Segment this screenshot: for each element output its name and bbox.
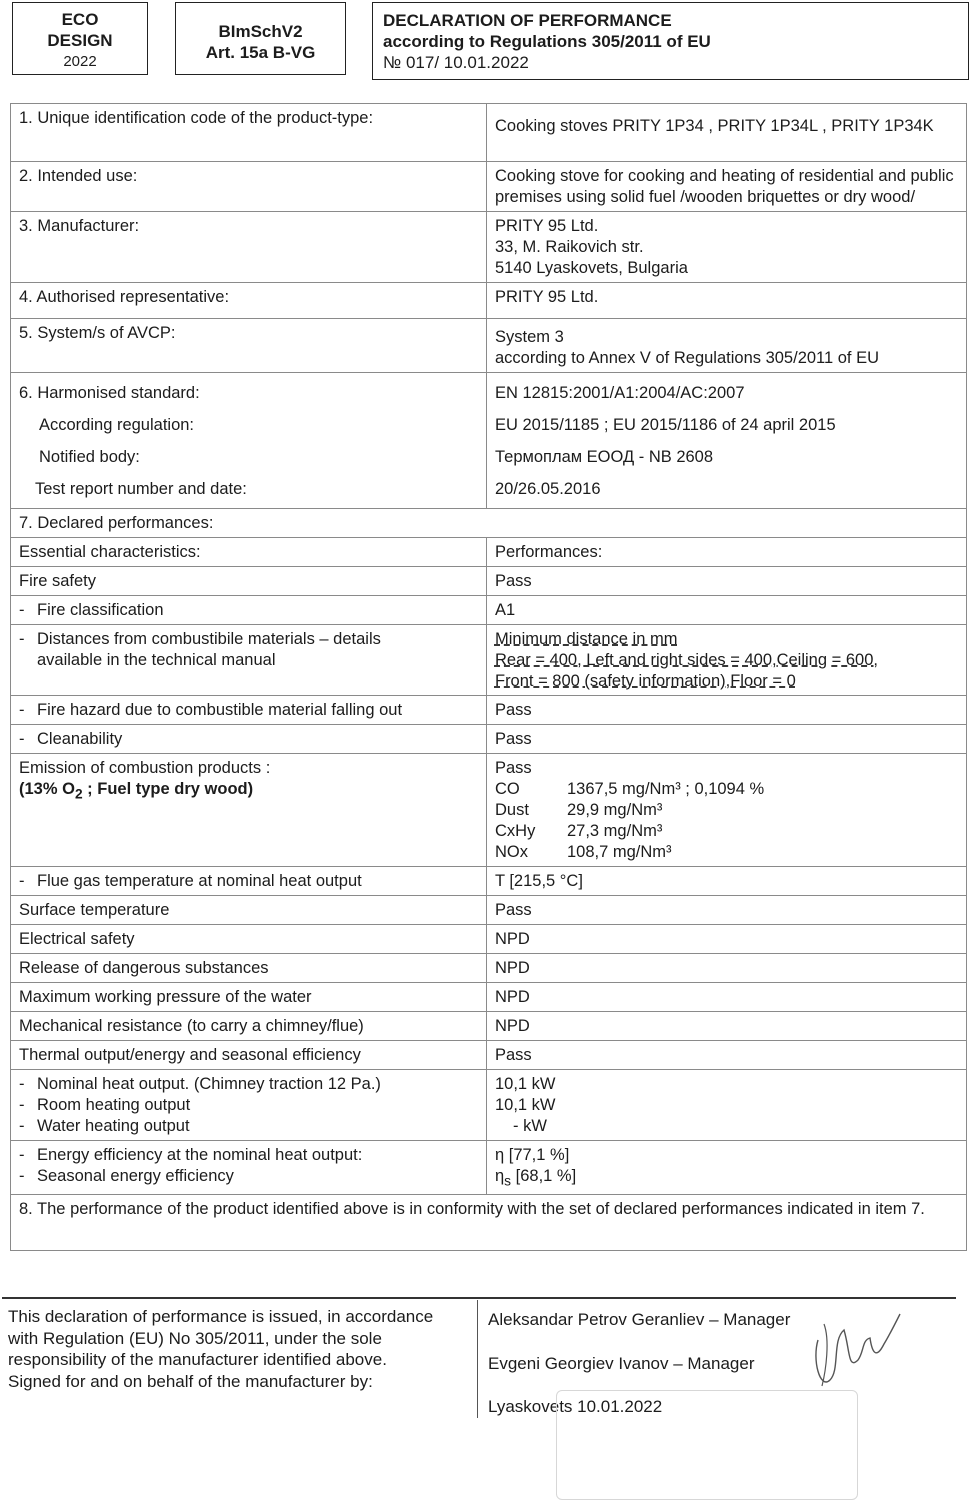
eco-line1: ECO: [61, 10, 99, 29]
test-report-value: 20/26.05.2016: [494, 480, 601, 498]
eco-design-box: [12, 2, 148, 75]
flue-gas-value: T [215,5 °C]: [486, 867, 966, 896]
item-2-value: Cooking stove for cooking and heating of residential and public premises using solid fuel /wooden briquettes or dry wood/: [486, 162, 966, 212]
item-4-value: PRITY 95 Ltd.: [486, 283, 966, 319]
flue-gas-label: - Flue gas temperature at nominal heat output: [19, 871, 478, 892]
table-row: [11, 754, 967, 867]
table-row: [11, 1141, 967, 1195]
place-date: Lyaskovets 10.01.2022: [488, 1397, 663, 1416]
table-row: [11, 925, 967, 954]
table-row: [11, 538, 967, 567]
signatory-2: Evgeni Georgiev Ivanov – Manager: [488, 1353, 755, 1373]
nominal-heat-value: 10,1 kW: [494, 1075, 556, 1093]
footer-statement-text: This declaration of performance is issued, in accordance with Regulation (EU) No 305/2011, under the sole responsibility of the manufacturer identified above.: [8, 1307, 434, 1369]
table-row: [11, 867, 967, 896]
room-heat-label: - Room heating output: [19, 1095, 478, 1116]
distances-value: [486, 625, 966, 696]
mechanical-label: Mechanical resistance (to carry a chimney/flue): [11, 1012, 487, 1041]
footer-divider: [477, 1300, 478, 1418]
table-row: [11, 319, 967, 373]
bimsch-line1: BImSchV2: [218, 22, 303, 41]
thermal-label: Thermal output/energy and seasonal efficiency: [11, 1041, 487, 1070]
manufacturer-city: 5140 Lyaskovets, Bulgaria: [494, 259, 688, 277]
table-row: [11, 896, 967, 925]
item-7-label: 7. Declared performances:: [11, 509, 967, 538]
efficiency-label: [11, 1141, 487, 1195]
item-2-label: 2. Intended use:: [11, 162, 487, 212]
perf-head-value: Performances:: [486, 538, 966, 567]
distances-label-1: - Distances from combustibile materials – details: [19, 629, 478, 650]
emission-o2-sub: 2: [74, 786, 83, 802]
table-row: [11, 625, 967, 696]
table-row: [11, 1012, 967, 1041]
distances-label: [11, 625, 487, 696]
according-regulation-label: According regulation:: [39, 416, 195, 434]
distances-label-2: available in the technical manual: [37, 651, 276, 669]
emission-label: [11, 754, 487, 867]
item-3-value: [486, 212, 966, 283]
emission-fuel: ; Fuel type dry wood): [82, 780, 254, 798]
item-3-label: 3. Manufacturer:: [11, 212, 487, 283]
manufacturer-street: 33, M. Raikovich str.: [494, 238, 644, 256]
perf-head-label: Essential characteristics:: [11, 538, 487, 567]
table-row: [11, 104, 967, 162]
table-row: [11, 954, 967, 983]
eco-year: 2022: [63, 53, 97, 70]
table-row: [11, 725, 967, 754]
avcp-system: System 3: [494, 328, 564, 346]
efficiency-value: [486, 1141, 966, 1195]
table-row: [11, 162, 967, 212]
avcp-annex: according to Annex V of Regulations 305/2011 of EU: [494, 349, 880, 367]
dop-number: № 017/ 10.01.2022: [383, 53, 529, 72]
thermal-value: Pass: [486, 1041, 966, 1070]
emission-dust: Dust 29,9 mg/Nm³: [494, 801, 663, 819]
company-stamp: [556, 1390, 858, 1500]
table-row: [11, 373, 967, 509]
dop-subtitle: according to Regulations 305/2011 of EU: [383, 32, 711, 51]
fire-hazard-value: Pass: [486, 696, 966, 725]
fire-class-label: - Fire classification: [19, 600, 478, 621]
seasonal-eff-value: $\eta_s$ [68,1 %]: [494, 1167, 577, 1189]
nominal-heat-label: - Nominal heat output. (Chimney traction 12 Pa.): [19, 1074, 478, 1095]
item-6-label: [11, 373, 487, 509]
fire-safety-value: Pass: [486, 567, 966, 596]
heat-output-label: [11, 1070, 487, 1141]
item-5-value: [486, 319, 966, 373]
test-report-label: Test report number and date:: [35, 480, 247, 498]
dangerous-value: NPD: [486, 954, 966, 983]
harmonised-standard-label: 6. Harmonised standard:: [19, 384, 200, 402]
dangerous-label: Release of dangerous substances: [11, 954, 487, 983]
table-row: [11, 1070, 967, 1141]
notified-body-value: Термоплам ЕООД - NB 2608: [494, 448, 714, 466]
emission-label-1: Emission of combustion products :: [19, 759, 271, 777]
footer-signed-by: Signed for and on behalf of the manufacturer by:: [8, 1371, 373, 1391]
mechanical-value: NPD: [486, 1012, 966, 1041]
emission-o2: (13% O: [19, 780, 75, 798]
emission-co: CO 1367,5 mg/Nm³ ; 0,1094 %: [494, 780, 765, 798]
energy-eff-value: η [77,1 %]: [494, 1146, 570, 1164]
table-row: [11, 983, 967, 1012]
eco-line2: DESIGN: [47, 31, 113, 50]
harmonised-standard-value: EN 12815:2001/A1:2004/AC:2007: [494, 384, 745, 402]
signatory-1: Aleksandar Petrov Geranliev – Manager: [488, 1310, 791, 1329]
cleanability-label: - Cleanability: [19, 729, 478, 750]
emission-nox: NOx 108,7 mg/Nm³: [494, 843, 672, 861]
declaration-table: [10, 103, 967, 1251]
table-row: [11, 696, 967, 725]
fire-safety-label: Fire safety: [11, 567, 487, 596]
pressure-value: NPD: [486, 983, 966, 1012]
heat-output-value: [486, 1070, 966, 1141]
table-row: [11, 1195, 967, 1251]
pressure-label: Maximum working pressure of the water: [11, 983, 487, 1012]
emission-cxhy: CxHy 27,3 mg/Nm³: [494, 822, 663, 840]
item-5-label: 5. System/s of AVCP:: [11, 319, 487, 373]
footer-line: [2, 1297, 956, 1299]
manufacturer-name: PRITY 95 Ltd.: [494, 217, 599, 235]
notified-body-label: Notified body:: [39, 448, 140, 466]
distance-front-floor: Front = 800 (safety information),Floor = 0: [494, 672, 796, 690]
bimsch-box: [175, 2, 346, 75]
item-8-text: 8. The performance of the product identified above is in conformity with the set of declared performances indicated in item 7.: [11, 1195, 967, 1251]
fire-hazard-label: - Fire hazard due to combustible material falling out: [19, 700, 478, 721]
footer-statement: [8, 1306, 468, 1392]
surface-temp-label: Surface temperature: [11, 896, 487, 925]
electrical-label: Electrical safety: [11, 925, 487, 954]
table-row: [11, 1041, 967, 1070]
seasonal-eff-label: - Seasonal energy efficiency: [19, 1166, 478, 1187]
item-4-label: 4. Authorised representative:: [11, 283, 487, 319]
according-regulation-value: EU 2015/1185 ; EU 2015/1186 of 24 april 2015: [494, 416, 836, 434]
surface-temp-value: Pass: [486, 896, 966, 925]
table-row: [11, 283, 967, 319]
emission-value: [486, 754, 966, 867]
dop-header-box: [372, 2, 969, 80]
electrical-value: NPD: [486, 925, 966, 954]
energy-eff-label: - Energy efficiency at the nominal heat output:: [19, 1145, 478, 1166]
table-row: [11, 567, 967, 596]
table-row: [11, 212, 967, 283]
distance-heading: Minimum distance in mm: [494, 630, 678, 648]
table-row: [11, 509, 967, 538]
handwritten-signature: [800, 1300, 910, 1400]
room-heat-value: 10,1 kW: [494, 1096, 556, 1114]
fire-class-value: A1: [486, 596, 966, 625]
distance-rear-sides: Rear = 400, Left and right sides = 400,Ceiling = 600,: [494, 651, 878, 669]
dop-title: DECLARATION OF PERFORMANCE: [383, 11, 672, 30]
water-heat-value: - kW: [512, 1117, 547, 1135]
water-heat-label: - Water heating output: [19, 1116, 478, 1137]
item-1-label: 1. Unique identification code of the product-type:: [11, 104, 487, 162]
item-6-value: [486, 373, 966, 509]
emission-pass: Pass: [494, 759, 532, 777]
bimsch-line2: Art. 15a B-VG: [205, 43, 316, 62]
table-row: [11, 596, 967, 625]
item-1-value: Cooking stoves PRITY 1P34 , PRITY 1P34L , PRITY 1P34K: [486, 104, 966, 162]
cleanability-value: Pass: [486, 725, 966, 754]
